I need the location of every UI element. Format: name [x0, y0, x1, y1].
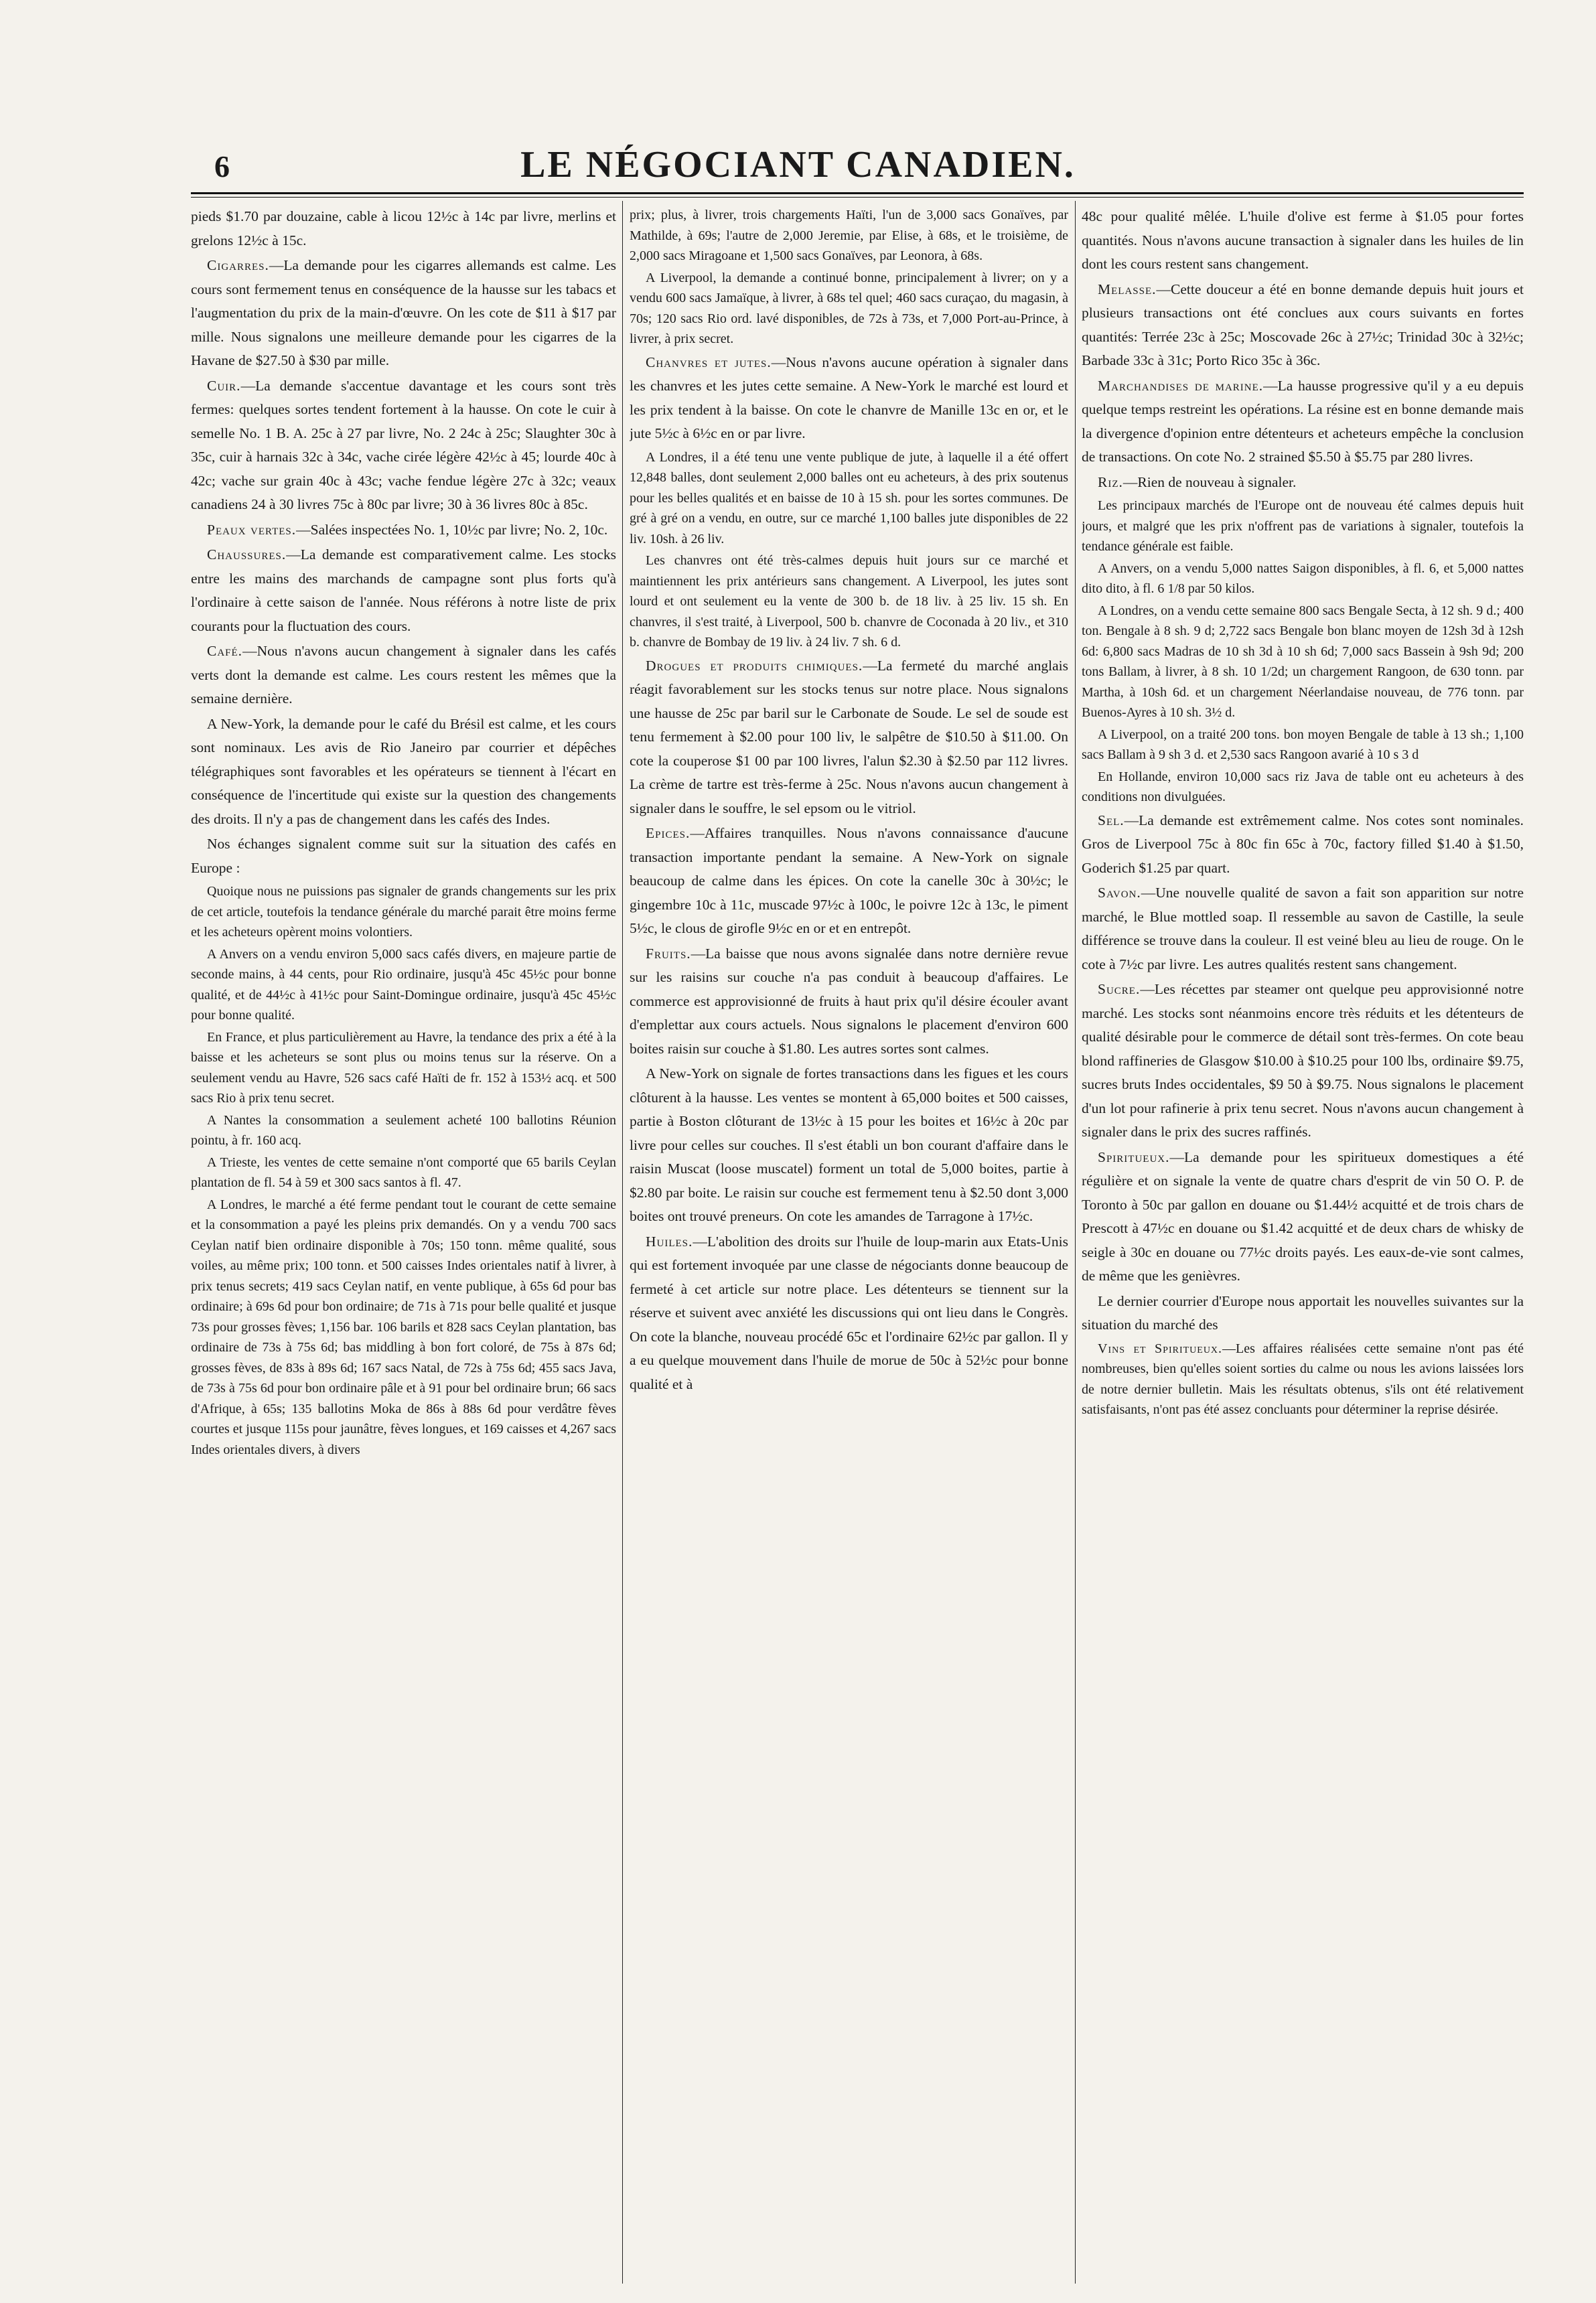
- paragraph-text: —La baisse que nous avons signalée dans notre dernière revue sur les raisins sur couche n'a pas conduit à beaucoup d'affaires. Le commerce est approvisionné de fruits à haut prix qu'il désire écouler avant d'emplettar aux cours actuels. Nous signalons le placement d'environ 600 boites raisin sur couche à $1.80. Les autres sortes sont calmes.: [630, 945, 1068, 1057]
- article-paragraph: [191, 1195, 616, 1461]
- paragraph-text: —La hausse progressive qu'il y a eu depuis quelque temps restreint les opérations. La résine est en bonne demande mais la divergence d'opinion entre détenteurs et acheteurs empêche la conclusion de transactions. On cote No. 2 strained $5.50 à $5.75 par 280 livres.: [1082, 377, 1524, 465]
- article-paragraph: [1082, 881, 1524, 976]
- article-paragraph: [191, 1027, 616, 1109]
- paragraph-text: —Nous n'avons aucune opération à signaler dans les chanvres et les jutes cette semaine. A New-York le marché est lourd et les prix tendent à la baisse. On cote le chanvre de Manille 13c en or, et le jute 5½c à 6½c en or par livre.: [630, 354, 1068, 441]
- article-paragraph: [630, 447, 1068, 550]
- paragraph-text: A New-York, la demande pour le café du Brésil est calme, et les cours sont nominaux. Les avis de Rio Janeiro par courrier et dépêches télégraphiques sont favorables et les opérateurs se tiennent à l'écart en conséquence de l'incertitude qui existe sur la question des changements des droits. Il n'y a pas de changement dans les cafés des Indes.: [191, 715, 616, 827]
- article-paragraph: [1082, 1339, 1524, 1420]
- article-paragraph: [1082, 496, 1524, 557]
- article-paragraph: [1082, 1290, 1524, 1337]
- article-paragraph: [191, 374, 616, 517]
- section-heading: Melasse.: [1098, 281, 1157, 297]
- article-paragraph: [191, 518, 616, 542]
- article-paragraph: [191, 640, 616, 711]
- column-3: [1082, 205, 1524, 2274]
- paragraph-text: pieds $1.70 par douzaine, cable à licou 12½c à 14c par livre, merlins et grelons 12½c à 15c.: [191, 208, 616, 248]
- paragraph-text: —Rien de nouveau à signaler.: [1122, 473, 1297, 490]
- article-paragraph: [630, 1230, 1068, 1397]
- paragraph-text: —Affaires tranquilles. Nous n'avons connaissance d'aucune transaction importante pendant la semaine. A New-York on signale beaucoup de calme dans les épices. On cote la canelle 30c à 30½c; le gingembre 10c à 11c, muscade 97½c à 100c, le poivre 12c à 13c, le piment 5½c, le clous de girofle 9½c en or et en entrepôt.: [630, 825, 1068, 936]
- paragraph-text: En France, et plus particulièrement au Havre, la tendance des prix a été à la baisse et les acheteurs se sont plus ou moins tenus sur la réserve. On a seulement vendu au Havre, 526 sacs café Haïti de fr. 152 à 153½ acq. et 500 sacs Rio à prix tenu secret.: [191, 1029, 616, 1106]
- article-paragraph: [1082, 767, 1524, 808]
- paragraph-text: A Londres, il a été tenu une vente publique de jute, à laquelle il a été offert 12,848 balles, dont seulement 2,000 balles ont eu acheteurs, à des prix soutenus pour les belles qualités et en baisse de 10 à 15 sh. pour les sortes communes. De gré à gré on a vendu, en outre, sur ce marché 1,100 balles jute disponibles de 22 liv. 10sh. à 26 liv.: [630, 449, 1068, 546]
- paragraph-text: En Hollande, environ 10,000 sacs riz Java de table ont eu acheteurs à des conditions non divulguées.: [1082, 769, 1524, 804]
- article-paragraph: [630, 351, 1068, 446]
- article-paragraph: [191, 205, 616, 252]
- paragraph-text: A New-York on signale de fortes transactions dans les figues et les cours clôturent à la hausse. Les ventes se montent à 65,000 boites et 500 caisses, partie à Boston clôturant de 13½c à 15 pour les boites et 16½c à 20c par livre pour celles sur couches. Il s'est établi un bon courant d'affaire dans le raisin Muscat (loose muscatel) forment un total de 5,000 boites, partie à $2.80 par boite. Le raisin sur couche est fermement tenu à $2.50 dont 3,000 boites ont trouvé preneurs. On cote les amandes de Tarragone à 17½c.: [630, 1065, 1068, 1224]
- paragraph-text: —Cette douceur a été en bonne demande depuis huit jours et plusieurs transactions ont été conclues aux cours suivants en fortes quantités: Terrée 23c à 25c; Moscovade 26c à 27½c; Trinidad 30c à 32½c; Barbade 33c à 31c; Porto Rico 35c à 36c.: [1082, 281, 1524, 368]
- header-rule: [191, 192, 1524, 194]
- paragraph-text: A Nantes la consommation a seulement acheté 100 ballotins Réunion pointu, à fr. 160 acq.: [191, 1112, 616, 1148]
- masthead-title: LE NÉGOCIANT CANADIEN.: [520, 144, 1076, 185]
- paragraph-text: —La demande pour les cigarres allemands est calme. Les cours sont fermement tenus en conséquence de la hausse sur les tabacs et l'augmentation du prix de la main-d'œuvre. On les cote de $11 à $17 par mille. Nous signalons une meilleure demande pour les cigarres de la Havane de $27.50 à $30 par mille.: [191, 257, 616, 368]
- column-divider: [622, 201, 623, 2284]
- paragraph-text: A Anvers on a vendu environ 5,000 sacs cafés divers, en majeure partie de seconde mains, à 44 cents, pour Rio ordinaire, jusqu'à 45c 45½c pour bonne qualité, et de 44½c à 41½c pour Saint-Domingue ordinaire, jusqu'à 45c 45½c pour bonne qualité.: [191, 946, 616, 1023]
- article-paragraph: [1082, 278, 1524, 373]
- paragraph-text: —Salées inspectées No. 1, 10½c par livre; No. 2, 10c.: [296, 521, 608, 538]
- page-number: 6: [214, 149, 230, 183]
- article-paragraph: [191, 1110, 616, 1151]
- article-paragraph: [630, 268, 1068, 350]
- paragraph-text: Les principaux marchés de l'Europe ont de nouveau été calmes depuis huit jours, et malgré que les prix n'offrent pas de variations à signaler, toutefois la tendance générale est faible.: [1082, 498, 1524, 554]
- header-rule-thin: [191, 197, 1524, 198]
- section-heading: Peaux vertes.: [207, 521, 297, 538]
- article-paragraph: [1082, 471, 1524, 495]
- section-heading: Sel.: [1098, 812, 1125, 828]
- article-paragraph: [1082, 725, 1524, 765]
- paragraph-text: A Trieste, les ventes de cette semaine n'ont comporté que 65 barils Ceylan plantation de fl. 54 à 59 et 300 sacs santos à fl. 47.: [191, 1155, 616, 1190]
- section-heading: Café.: [207, 643, 243, 659]
- section-heading: Sucre.: [1098, 981, 1141, 997]
- section-heading: Chaussures.: [207, 546, 287, 563]
- paragraph-text: —L'abolition des droits sur l'huile de loup-marin aux Etats-Unis qui est fortement invoquée par une classe de négociants donne beaucoup de fermeté à cet article sur notre place. Les détenteurs se tiennent sur la réserve et suivent avec anxiété les discussions qui ont lieu dans le Congrès. On cote la blanche, nouveau procédé 65c et l'ordinaire 62½c par gallon. Il y a eu quelque mouvement dans l'huile de morue de 50c à 52½c pour bonne qualité et à: [630, 1233, 1068, 1392]
- paragraph-text: A Liverpool, la demande a continué bonne, principalement à livrer; on y a vendu 600 sacs Jamaïque, à livrer, à 68s tel quel; 460 sacs curaçao, du magasin, à 70s; 120 sacs Rio ord. lavé disponibles, de 72s à 73s, et 7,000 Port-au-Prince, à livrer, à prix secret.: [630, 270, 1068, 346]
- section-heading: Riz.: [1098, 473, 1123, 490]
- article-paragraph: [1082, 601, 1524, 723]
- paragraph-text: —La demande s'accentue davantage et les cours sont très fermes: quelques sortes tendent fortement à la hausse. On cote le cuir à semelle No. 1 B. A. 25c à 27 par livre, No. 2 24c à 25c; Slaughter 30c à 35c, cuir à harnais 32c à 34c, vache cirée légère 42½c à 45; lourde 40c à 42c; vache sur grain 40c à 43c; vache fendue légère 27c à 32c; veaux canadiens 24 à 30 livres 75c à 80c par livre; 30 à 36 livres 80c à 85c.: [191, 377, 616, 512]
- section-heading: Savon.: [1098, 885, 1141, 901]
- paragraph-text: Le dernier courrier d'Europe nous apportait les nouvelles suivantes sur la situation du marché des: [1082, 1292, 1524, 1333]
- column-2: [630, 205, 1068, 2274]
- article-paragraph: [191, 832, 616, 880]
- article-paragraph: [191, 1153, 616, 1193]
- paragraph-text: A Liverpool, on a traité 200 tons. bon moyen Bengale de table à 13 sh.; 1,100 sacs Ballam à 9 sh 3 d. et 2,530 sacs Rangoon avarié à 10 s 3 d: [1082, 727, 1524, 762]
- article-paragraph: [191, 543, 616, 638]
- section-heading: Vins et Spiritueux.: [1098, 1341, 1223, 1356]
- section-heading: Huiles.: [646, 1233, 693, 1250]
- paragraph-text: Nos échanges signalent comme suit sur la situation des cafés en Europe :: [191, 836, 616, 876]
- section-heading: Marchandises de marine.: [1098, 377, 1264, 394]
- section-heading: Spiritueux.: [1098, 1148, 1170, 1165]
- article-paragraph: [191, 944, 616, 1026]
- article-paragraph: [630, 942, 1068, 1061]
- paragraph-text: —Nous n'avons aucun changement à signaler dans les cafés verts dont la demande est calme. Les cours restent les mêmes que la semaine dernière.: [191, 643, 616, 707]
- paragraph-text: 48c pour qualité mêlée. L'huile d'olive est ferme à $1.05 pour fortes quantités. Nous n'avons aucune transaction à signaler dans les huiles de lin dont les cours restent sans changement.: [1082, 208, 1524, 272]
- article-paragraph: [1082, 205, 1524, 277]
- article-paragraph: [630, 822, 1068, 941]
- paragraph-text: Quoique nous ne puissions pas signaler de grands changements sur les prix de cet article, toutefois la tendance générale du marché parait être moins ferme et les acheteurs opèrent moins volontiers.: [191, 884, 616, 940]
- paragraph-text: —La demande est extrêmement calme. Nos cotes sont nominales. Gros de Liverpool 75c à 80c fin 65c à 70c, factory filled $1.40 à $1.50, Goderich $1.25 par quart.: [1082, 812, 1524, 876]
- article-paragraph: [191, 881, 616, 943]
- paragraph-text: prix; plus, à livrer, trois chargements Haïti, l'un de 3,000 sacs Gonaïves, par Mathilde, à 69s; l'autre de 2,000 Jeremie, par Elise, à 68s, et le troisième, de 2,000 sacs Miragoane et 1,500 sacs Gonaïves, par Leonora, à 68s.: [630, 208, 1068, 263]
- paragraph-text: A Londres, on a vendu cette semaine 800 sacs Bengale Secta, à 12 sh. 9 d.; 400 ton. Bengale à 8 sh. 9 d; 2,722 sacs Bengale bon blanc moyen de 12sh 3d à 12sh 6d: 6,800 sacs Madras de 10 sh 3d à 10 sh 6d; 7,000 sacs Bassein à 9sh 9d; 200 tons Ballam, à livrer, à 8 sh. 10 1/2d; un chargement Rangoon, de 630 tonn. par Martha, à 10sh 6d. et un chargement Néerlandaise nouveau, de 776 tonn. par Buenos-Ayres à 10 sh. 3½ d.: [1082, 603, 1524, 720]
- paragraph-text: A Anvers, on a vendu 5,000 nattes Saigon disponibles, à fl. 6, et 5,000 nattes dito dito, à fl. 6 1/8 par 50 kilos.: [1082, 561, 1524, 596]
- article-paragraph: [191, 254, 616, 373]
- paragraph-text: —La demande pour les spiritueux domestiques a été régulière et on signale la vente de quatre chars d'esprit de vin 50 O. P. de Toronto à 50c par gallon en douane ou $1.44½ acquitté et de trois chars de Prescott à 47½c en douane ou $1.42 acquitté et de deux chars de whisky de seigle à 30c en douane ou 77½c droits payés. Les eaux-de-vie sont calmes, de même que les genièvres.: [1082, 1148, 1524, 1284]
- article-paragraph: [1082, 978, 1524, 1144]
- section-heading: Fruits.: [646, 945, 691, 962]
- section-heading: Drogues et produits chimiques.: [646, 657, 863, 674]
- article-paragraph: [1082, 374, 1524, 469]
- article-paragraph: [630, 654, 1068, 821]
- section-heading: Cigarres.: [207, 257, 269, 273]
- paragraph-text: —Les affaires réalisées cette semaine n'ont pas été nombreuses, bien qu'elles soient sorties du calme ou nous les avions laissées lors de notre dernier bulletin. Mais les résultats obtenus, s'ils ont été relativement satisfaisants, n'ont pas été assez concluants pour déterminer la reprise désirée.: [1082, 1341, 1524, 1417]
- paragraph-text: —La demande est comparativement calme. Les stocks entre les mains des marchands de campagne sont plus forts qu'à l'ordinaire à cette saison de l'année. Nous référons à notre liste de prix courants pour la fluctuation des cours.: [191, 546, 616, 634]
- paragraph-text: Les chanvres ont été très-calmes depuis huit jours sur ce marché et maintiennent les prix antérieurs sans changement. A Liverpool, les jutes sont lourd et ont seulement eu la vente de 300 b. de 18 liv. à 25 liv. 15 sh. En chanvres, il s'est traité, à Liverpool, 500 b. chanvre de Coconada à 20 liv., et 310 b. chanvre de Bombay de 19 liv. à 24 liv. 7 sh. 6 d.: [630, 553, 1068, 650]
- article-paragraph: [1082, 1146, 1524, 1288]
- paragraph-text: —Les récettes par steamer ont quelque peu approvisionné notre marché. Les stocks sont néanmoins encore très réduits et les détenteurs de qualité désirable pour le commerce de détail sont très-fermes. On cote beau blond raffineries de Glasgow $10.00 à $10.25 pour 100 lbs, ordinaire $9.75, sucres bruts Indes occidentales, $9 50 à $9.75. Nous signalons le placement d'un lot pour rafinerie à prix tenu secret. Nous n'avons aucun changement à signaler dans le prix des sucres raffinés.: [1082, 981, 1524, 1140]
- section-heading: Epices.: [646, 825, 691, 841]
- column-1: [191, 205, 616, 2274]
- article-paragraph: [630, 550, 1068, 653]
- article-paragraph: [1082, 809, 1524, 881]
- article-paragraph: [630, 1062, 1068, 1229]
- column-divider: [1075, 201, 1076, 2284]
- paragraph-text: —Une nouvelle qualité de savon a fait son apparition sur notre marché, le Blue mottled soap. Il ressemble au savon de Castille, la seule différence se trouve dans la couleur. Il est veiné bleu au lieu de rouge. On le cote à 7½c par livre. Les autres qualités restent sans changement.: [1082, 885, 1524, 972]
- section-heading: Cuir.: [207, 377, 241, 394]
- section-heading: Chanvres et jutes.: [646, 354, 772, 370]
- article-paragraph: [1082, 559, 1524, 599]
- article-paragraph: [630, 205, 1068, 267]
- paragraph-text: A Londres, le marché a été ferme pendant tout le courant de cette semaine et la consommation a payé les pleins prix demandés. On y a vendu 700 sacs Ceylan natif bien ordinaire disponible à 70s; 150 tonn. même qualité, sous voiles, au même prix; 100 tonn. et 500 caisses Indes orientales natif à livrer, à prix tenus secrets; 419 sacs Ceylan natif, en vente publique, à 65s 6d pour bas ordinaire; à 69s 6d pour bon ordinaire; de 71s à 71s pour belle qualité et jusque 73s pour grosses fèves; 1,156 bar. 106 barils et 828 sacs Ceylan plantation, bas ordinaire de 73s à 75s 6d; bas middling à bon fort coloré, de 75s à 87s 6d; grosses fèves, de 83s à 89s 6d; 167 sacs Natal, de 72s à 75s 6d; 455 sacs Java, de 73s à 75s 6d pour bon ordinaire pâle et à 91 pour bel ordinaire brun; 66 sacs d'Afrique, à 65s; 135 ballotins Moka de 86s à 88s 6d pour verdâtre fèves courtes et jusque 115s pour jaunâtre, fèves longues, et 169 caisses et 4,267 sacs Indes orientales divers, à divers: [191, 1197, 616, 1457]
- paragraph-text: —La fermeté du marché anglais réagit favorablement sur les stocks tenus sur notre place. Nous signalons une hausse de 25c par baril sur le Carbonate de Soude. Le sel de soude est tenu fermement à $2.00 pour 100 liv, le salpêtre de $10.50 à $11.00. On cote la couperose $1 00 par 100 livres, l'alun $2.30 à $2.50 par 112 livres. La crème de tartre est très-ferme à 25c. Nous n'avons aucun changement à signaler dans le souffre, le sel epsom ou le vitriol.: [630, 657, 1068, 816]
- article-paragraph: [191, 713, 616, 832]
